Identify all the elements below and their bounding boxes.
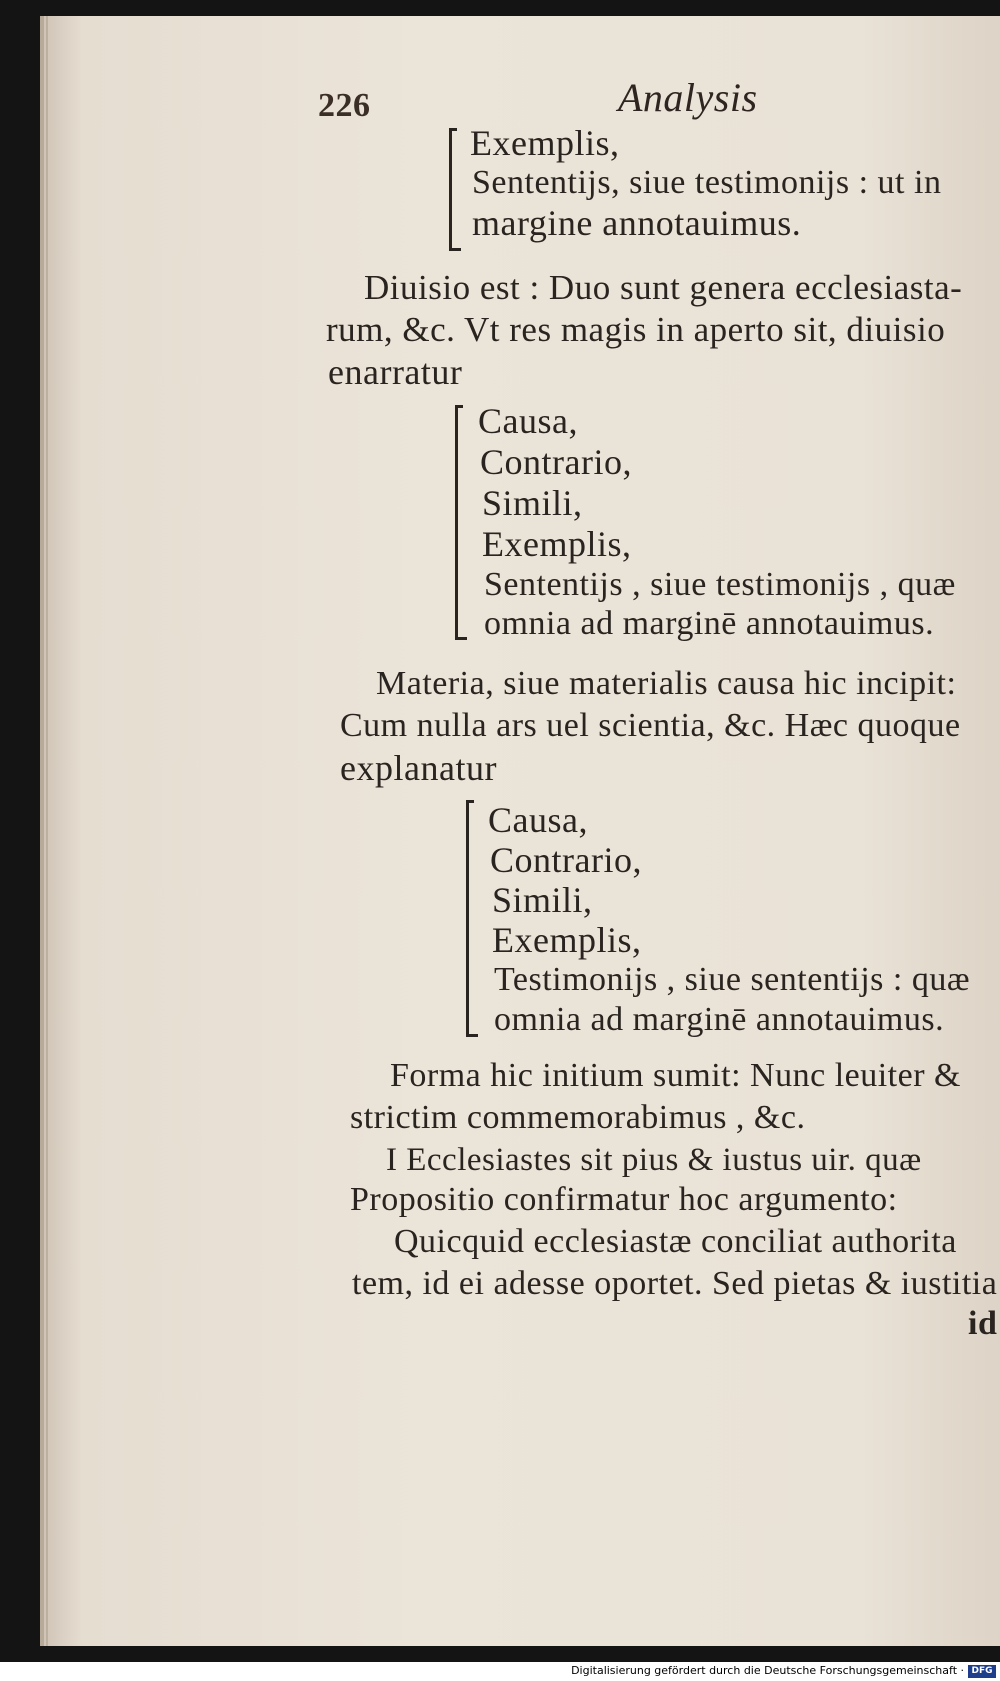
list-item: Causa, (478, 401, 578, 441)
paragraph-line: Quicquid ecclesiastæ conciliat authorita (394, 1223, 957, 1260)
top-list-brace (449, 128, 452, 248)
list-item: omnia ad marginē annotauimus. (484, 605, 935, 642)
list-item: Testimonijs , siue sententijs : quæ (494, 961, 971, 998)
list-item: Causa, (488, 800, 588, 840)
paragraph-line: I Ecclesiastes sit pius & iustus uir. quæ (386, 1142, 922, 1178)
paragraph-line: explanatur (340, 748, 497, 788)
paragraph-line: Diuisio est : Duo sunt genera ecclesiasta- (364, 268, 963, 307)
top-list-item: margine annotauimus. (472, 203, 802, 243)
list-item: Simili, (492, 880, 593, 920)
page-number: 226 (318, 87, 371, 124)
paragraph-line: Forma hic initium sumit: Nunc leuiter & (390, 1057, 961, 1094)
paragraph-line: Propositio confirmatur hoc argumento: (350, 1181, 898, 1218)
list-item: Simili, (482, 483, 583, 523)
top-list-item: Exemplis, (470, 123, 620, 163)
list-item: Sententijs , siue testimonijs , quæ (484, 566, 956, 603)
paragraph-line: enarratur (328, 352, 463, 392)
dfg-logo: DFG (968, 1665, 996, 1678)
paragraph-line: strictim commemorabimus , &c. (350, 1099, 806, 1136)
running-title: Analysis (618, 75, 758, 120)
funding-credit: Digitalisierung gefördert durch die Deutsche Forschungsgemeinschaft · (571, 1664, 964, 1677)
page-edge-line (46, 16, 48, 1646)
paragraph-line: rum, &c. Vt res magis in aperto sit, diuisio (326, 310, 946, 349)
digitization-footer (0, 1662, 1000, 1681)
list-item: omnia ad marginē annotauimus. (494, 1001, 945, 1038)
top-list-item: Sententijs, siue testimonijs : ut in (472, 164, 942, 201)
list-brace (466, 800, 469, 1034)
paragraph-line: Cum nulla ars uel scientia, &c. Hæc quoque (340, 707, 961, 744)
list-item: Exemplis, (492, 920, 642, 960)
paragraph-line: tem, id ei adesse oportet. Sed pietas & iustitia (352, 1265, 998, 1302)
paragraph-line: id (968, 1305, 998, 1342)
paragraph-line: Materia, siue materialis causa hic incipit: (376, 665, 957, 702)
list-item: Contrario, (490, 840, 642, 880)
list-brace (455, 405, 458, 637)
list-item: Exemplis, (482, 524, 632, 564)
list-item: Contrario, (480, 442, 632, 482)
